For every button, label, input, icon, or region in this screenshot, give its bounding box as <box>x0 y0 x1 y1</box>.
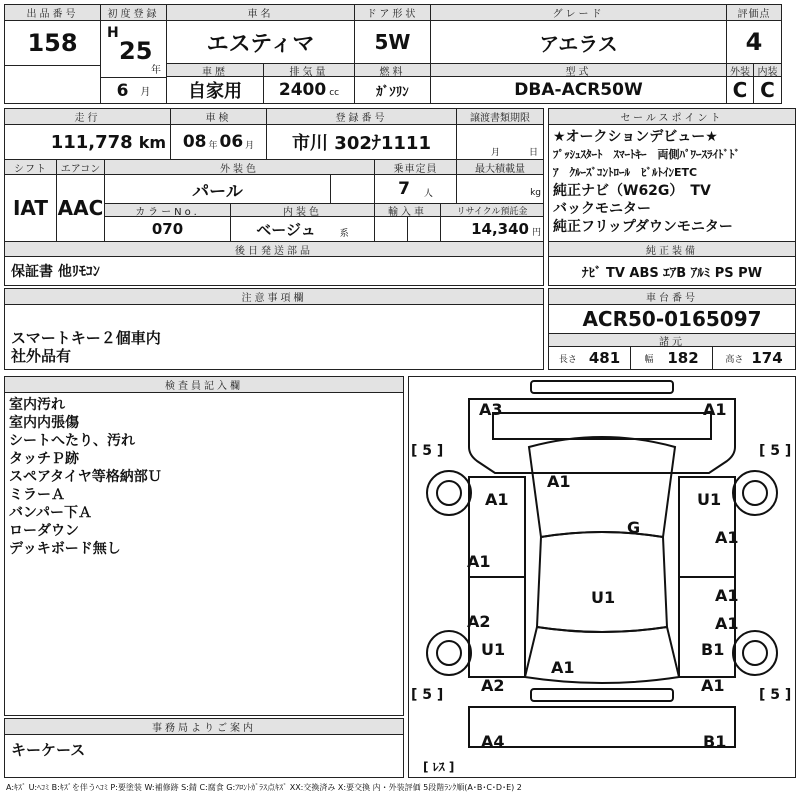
history: 自家用 <box>167 77 264 103</box>
import-label: 輸入車 <box>375 203 441 217</box>
damage-mark: U1 <box>591 588 616 607</box>
capacity-label: 乗車定員 <box>375 159 457 175</box>
year-unit: 年 <box>151 65 161 76</box>
history-label: 車歴 <box>167 63 264 77</box>
score: 4 <box>745 28 763 56</box>
transfer-cell <box>457 125 543 159</box>
recycle-label: リサイクル預託金 <box>441 203 543 217</box>
ext-label: 外装 <box>727 63 754 77</box>
int-color: ベージュ <box>256 220 316 239</box>
max-load-label: 最大積載量 <box>457 159 543 175</box>
note-line: スマートキー２個車内 <box>11 329 161 347</box>
capacity: 7 <box>398 179 410 199</box>
model: エスティマ <box>167 21 355 63</box>
height-cell <box>713 347 795 369</box>
int-label: 内装 <box>754 63 781 77</box>
height: 174 <box>751 349 783 367</box>
rear-bumper-edge <box>531 689 673 701</box>
rear-glass <box>525 627 679 683</box>
insp-month: 06 <box>219 132 244 152</box>
insp-year: 08 <box>182 132 207 152</box>
damage-mark: A4 <box>481 732 505 751</box>
length-label: 長さ <box>558 354 577 365</box>
damage-mark: B1 <box>701 640 725 659</box>
spare-tire: [ ﾚｽ ] <box>423 760 455 774</box>
chassis-label: 車台番号 <box>549 289 795 305</box>
damage-mark: A1 <box>715 586 739 605</box>
inspector-line: デッキボード無し <box>9 541 121 557</box>
damage-mark: U1 <box>697 490 722 509</box>
legend: A:ｷｽﾞ U:ﾍｺﾐ B:ｷｽﾞを伴うﾍｺﾐ P:要塗装 W:補修跡 S:錆 C:腐食 G:ﾌﾛﾝﾄｶﾞﾗｽ点ｷｽﾞ XX:交換済み X:要交換 内・外装評価 5段階ﾗﾝｸ順(A･B･C･D･E) 2 <box>6 783 522 792</box>
door-label: ドア形状 <box>355 5 431 21</box>
sales-points-block <box>548 108 796 286</box>
equipment-label: 純正装備 <box>549 241 795 257</box>
insp-month-unit: 月 <box>245 140 255 151</box>
header-block <box>4 4 782 104</box>
car-diagram-block <box>408 376 796 778</box>
damage-mark: G <box>627 518 641 537</box>
model-label: 車名 <box>167 5 355 21</box>
lot-no-label: 出品番号 <box>5 5 101 21</box>
era: H <box>107 25 119 41</box>
width-label: 幅 <box>644 354 654 365</box>
office-block <box>4 718 404 778</box>
ext-score: C <box>727 77 754 103</box>
mileage: 111,778 <box>50 131 133 153</box>
tire-rating: [ 5 ] <box>759 443 792 459</box>
int-score: C <box>760 78 775 102</box>
sales-point-line: 純正ナビ（W62G） TV <box>553 183 711 199</box>
reg-no-label: 登録番号 <box>267 109 457 125</box>
mileage-unit: km <box>138 132 166 152</box>
first-reg-month-cell <box>101 77 167 103</box>
reg-no: 市川 302ﾅ1111 <box>267 125 457 159</box>
inspector-line: シートへたり、汚れ <box>9 433 135 449</box>
color-no: 070 <box>105 217 231 241</box>
length: 481 <box>588 349 621 367</box>
damage-mark: B1 <box>703 732 727 751</box>
height-label: 高さ <box>725 354 744 365</box>
car-diagram <box>409 377 795 777</box>
damage-mark: U1 <box>481 640 506 659</box>
ac: AAC <box>57 175 105 241</box>
capacity-unit: 人 <box>423 188 433 199</box>
insp-year-unit: 年 <box>208 140 218 151</box>
first-reg-year: 25 <box>119 37 153 65</box>
later-parts-label: 後日発送部品 <box>5 241 543 257</box>
inspector-list <box>9 396 162 558</box>
later-parts: 保証書 他ﾘﾓｺﾝ <box>11 264 100 280</box>
lot-no: 158 <box>5 21 101 65</box>
front-grille <box>493 413 711 439</box>
front-right-hub <box>743 481 767 505</box>
tire-rating: [ 5 ] <box>759 687 792 703</box>
color: パール <box>105 175 331 203</box>
displacement-cell <box>264 77 355 103</box>
damage-mark: A1 <box>547 472 571 491</box>
chassis-no: ACR50-0165097 <box>582 307 762 331</box>
score-label: 評価点 <box>727 5 781 21</box>
recycle-cell <box>441 217 543 241</box>
door: 5W <box>355 21 431 63</box>
inspector-line: 室内汚れ <box>9 397 65 413</box>
chassis-block <box>548 288 796 370</box>
vehicle-info-block <box>4 108 544 286</box>
sales-point-line: ★オークションデビュー★ <box>553 129 718 145</box>
inspector-label: 検査員記入欄 <box>5 377 403 393</box>
notes-block <box>4 288 544 370</box>
equipment: ﾅﾋﾞ TV ABS ｴｱB ｱﾙﾐ PS PW <box>581 265 763 281</box>
front-left-hub <box>437 481 461 505</box>
int-color-label: 内装色 <box>231 203 375 217</box>
recycle: 14,340 <box>471 220 529 238</box>
damage-mark: A1 <box>551 658 575 677</box>
displacement-unit: cc <box>329 88 340 98</box>
shift-label: シフト <box>5 159 57 175</box>
type: DBA-ACR50W <box>431 77 727 103</box>
inspection-label: 車検 <box>171 109 267 125</box>
first-reg-label: 初度登録 <box>101 5 167 21</box>
sales-point-line: バックモニター <box>553 201 651 217</box>
damage-mark: A3 <box>479 400 503 419</box>
note-line: 社外品有 <box>11 347 72 365</box>
rear-right-wheel <box>733 631 777 675</box>
color-no-label: カラーNo. <box>105 203 231 217</box>
mileage-label: 走行 <box>5 109 171 125</box>
month-unit: 月 <box>140 87 151 98</box>
inspection-cell <box>171 125 267 159</box>
sales-point-line: ﾌﾟｯｼｭｽﾀｰﾄ ｽﾏｰﾄｷｰ 両側ﾊﾟﾜｰｽﾗｲﾄﾞﾄﾞ <box>553 148 740 161</box>
int-color-cell <box>231 217 375 241</box>
recycle-unit: 円 <box>531 227 541 238</box>
fuel: ｶﾞｿﾘﾝ <box>355 77 431 103</box>
displacement: 2400 <box>278 80 327 100</box>
damage-mark: A2 <box>467 612 491 631</box>
first-reg-month: 6 <box>116 80 129 101</box>
rear-left-wheel <box>427 631 471 675</box>
office-label: 事務局よりご案内 <box>5 719 403 735</box>
width: 182 <box>667 349 699 367</box>
damage-mark: A1 <box>485 490 509 509</box>
inspector-block <box>4 376 404 716</box>
inspector-line: ローダウン <box>9 523 79 539</box>
damage-marks <box>467 400 739 751</box>
notes-label: 注意事項欄 <box>5 289 543 305</box>
inspector-line: バンパー下Ａ <box>9 505 93 521</box>
inspector-line: タッチＰ跡 <box>9 451 79 467</box>
transfer-month: 月 <box>491 148 501 158</box>
front-bumper-edge <box>531 381 673 393</box>
dimensions-label: 諸元 <box>549 333 795 347</box>
roof <box>537 532 667 632</box>
inspector-line: ミラーＡ <box>9 487 65 503</box>
shift: IAT <box>5 175 57 241</box>
damage-mark: A2 <box>481 676 505 695</box>
damage-mark: A1 <box>703 400 727 419</box>
front-left-wheel <box>427 471 471 515</box>
fuel-label: 燃料 <box>355 63 431 77</box>
sales-points-list <box>553 128 740 236</box>
rear-right-hub <box>743 641 767 665</box>
sales-point-line: ｱ ｸﾙｰｽﾞｺﾝﾄﾛｰﾙ ﾋﾞﾙﾄｲﾝETC <box>553 166 698 179</box>
sales-point-line: 純正フリップダウンモニター <box>553 219 733 235</box>
sales-points-label: セールスポイント <box>549 109 795 125</box>
grade-label: グレード <box>431 5 727 21</box>
first-reg-year-cell <box>101 21 167 77</box>
inspector-line: スペアタイヤ等格納部Ｕ <box>9 469 162 485</box>
front-right-wheel <box>733 471 777 515</box>
max-load-unit: kg <box>530 188 541 198</box>
rear-left-hub <box>437 641 461 665</box>
max-load-cell <box>457 175 543 203</box>
inspector-line: 室内内張傷 <box>9 415 79 431</box>
damage-mark: A1 <box>715 614 739 633</box>
displacement-label: 排気量 <box>264 63 355 77</box>
damage-mark: A1 <box>715 528 739 547</box>
type-label: 型式 <box>431 63 727 77</box>
int-color-unit: 系 <box>339 228 349 239</box>
damage-mark: A1 <box>467 552 491 571</box>
office-note: キーケース <box>11 740 86 759</box>
transfer-day: 日 <box>529 148 539 158</box>
ac-label: エアコン <box>57 159 105 175</box>
damage-mark: A1 <box>701 676 725 695</box>
capacity-cell <box>375 175 457 203</box>
width-cell <box>631 347 713 369</box>
length-cell <box>549 347 631 369</box>
transfer-label: 譲渡書類期限 <box>457 109 543 125</box>
color-label: 外装色 <box>105 159 375 175</box>
tire-rating: [ 5 ] <box>411 687 444 703</box>
mileage-cell <box>5 125 171 159</box>
tire-rating: [ 5 ] <box>411 443 444 459</box>
rear-section <box>469 707 735 747</box>
grade: アエラス <box>431 21 727 63</box>
notes-list <box>11 329 161 365</box>
